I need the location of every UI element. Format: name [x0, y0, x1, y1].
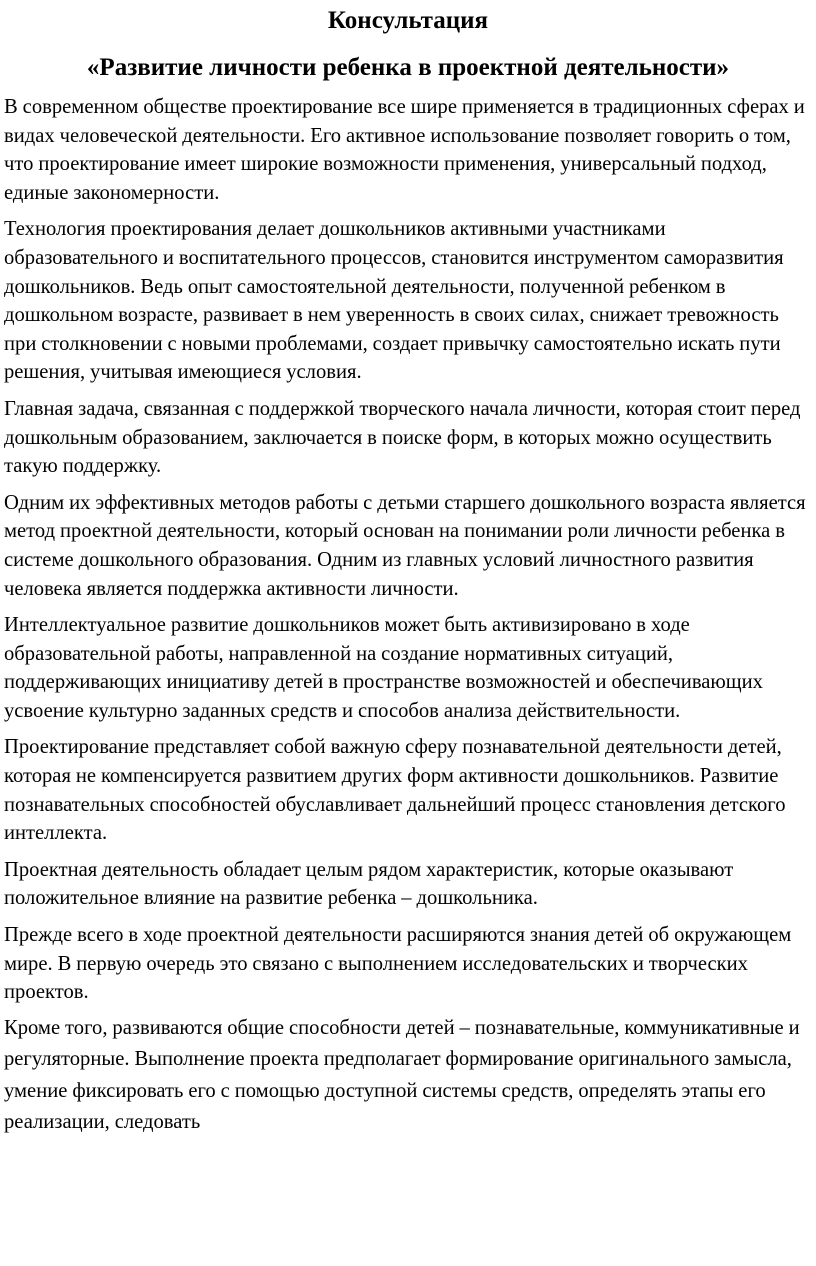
document-subtitle: «Развитие личности ребенка в проектной деятельности» [86, 54, 730, 81]
paragraph-5: Интеллектуальное развитие дошкольников может быть активизировано в ходе образовательной работы, направленной на создание нормативных ситуаций, поддерживающих инициативу детей в пространстве возможностей и обеспечивающих усвоение культурно заданных средств и способов анализа действительности. [4, 614, 763, 722]
paragraph-9: Кроме того, развиваются общие способности детей – познавательные, коммуникативные и регуляторные. Выполнение проекта предполагает формирование оригинального замысла, умение фиксировать его с помощью доступной системы средств, определять этапы его реализации, следовать [4, 1016, 800, 1134]
paragraph-7: Проектная деятельность обладает целым рядом характеристик, которые оказывают положительное влияние на развитие ребенка – дошкольника. [4, 858, 734, 910]
paragraph-3: Главная задача, связанная с поддержкой творческого начала личности, которая стоит перед дошкольным образованием, заключается в поиске форм, в которых можно осуществить такую поддержку. [4, 397, 801, 478]
document-title: Консультация [327, 7, 489, 34]
paragraph-2: Технология проектирования делает дошкольников активными участниками образовательного и воспитательного процессов, становится инструментом саморазвития дошкольников. Ведь опыт самостоятельной деятельности, полученной ребенком в дошкольном возрасте, развивает в нем уверенность в своих силах, снижает тревожность при столкновении с новыми проблемами, создает привычку самостоятельно искать пути решения, учитывая имеющиеся условия. [4, 218, 784, 384]
paragraph-1: В современном обществе проектирование все шире применяется в традиционных сферах и видах человеческой деятельности. Его активное использование позволяет говорить о том, что проектирование имеет широкие возможности применения, универсальный подход, единые закономерности. [4, 96, 805, 204]
paragraph-8: Прежде всего в ходе проектной деятельности расширяются знания детей об окружающем мире. В первую очередь это связано с выполнением исследовательских и творческих проектов. [4, 924, 792, 1004]
paragraph-6: Проектирование представляет собой важную сферу познавательной деятельности детей, которая не компенсируется развитием других форм активности дошкольников. Развитие познавательных способностей обуславливает дальнейший процесс становления детского интеллекта. [4, 736, 786, 845]
paragraph-4: Одним их эффективных методов работы с детьми старшего дошкольного возраста является метод проектной деятельности, который основан на понимании роли личности ребенка в системе дошкольного образования. Одним из главных условий личностного развития человека является поддержка активности личности. [4, 491, 806, 600]
